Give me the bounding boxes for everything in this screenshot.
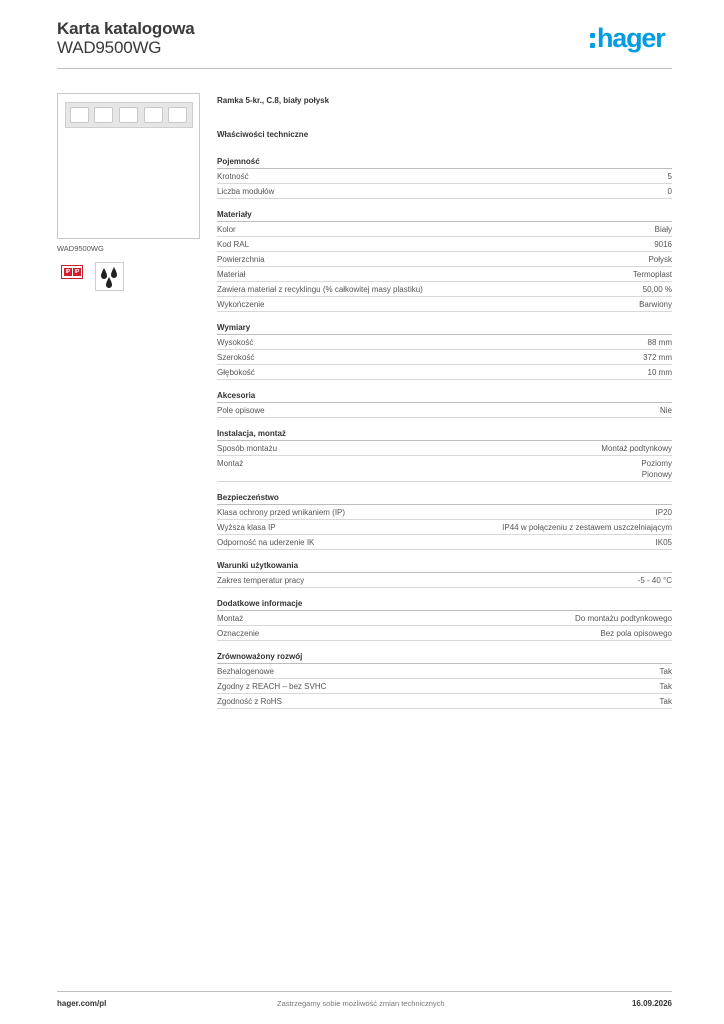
spec-value: Termoplast (632, 269, 672, 279)
frame-slot (70, 107, 89, 123)
spec-value: Nie (659, 405, 672, 415)
product-image-caption: WAD9500WG (57, 244, 104, 253)
logo-text: hager (597, 23, 665, 53)
frame-illustration (65, 102, 193, 128)
spec-value: -5 - 40 °C (637, 575, 672, 585)
spec-row (217, 222, 672, 237)
spec-row (217, 237, 672, 252)
spec-label: Montaż (217, 613, 244, 623)
spec-label: Szerokość (217, 352, 255, 362)
spec-label: Zakres temperatur pracy (217, 575, 305, 585)
spec-label: Kod RAL (217, 239, 250, 249)
spec-group (217, 209, 672, 312)
spec-label: Kolor (217, 224, 236, 234)
spec-value: Tak (659, 681, 672, 691)
spec-label: Powierzchnia (217, 254, 265, 264)
footer-website-link[interactable]: hager.com/pl (57, 999, 107, 1008)
spec-value: 10 mm (647, 367, 672, 377)
spec-label: Zgodny z REACH – bez SVHC (217, 681, 327, 691)
spec-group (217, 390, 672, 418)
spec-label: Głębokość (217, 367, 255, 377)
spec-label: Materiał (217, 269, 246, 279)
spec-value: Do montażu podtynkowego (575, 613, 672, 623)
spec-row (217, 267, 672, 282)
spec-label: Zawiera materiał z recyklingu (% całkowitej masy plastiku) (217, 284, 423, 294)
spec-label: Zgodność z RoHS (217, 696, 282, 706)
logo-colon-icon (590, 33, 596, 49)
spec-group-title: Dodatkowe informacje (217, 598, 672, 611)
section-title: Właściwości techniczne (217, 130, 309, 139)
frame-slot (144, 107, 163, 123)
product-image (57, 93, 200, 239)
frame-slot (119, 107, 138, 123)
spec-group (217, 428, 672, 482)
spec-table (217, 156, 672, 719)
hager-logo (590, 23, 674, 56)
spec-label: Wysokość (217, 337, 254, 347)
spec-value: Barwiony (639, 299, 672, 309)
spec-group-title: Warunki użytkowania (217, 560, 672, 573)
spec-row (217, 403, 672, 418)
frame-slot (168, 107, 187, 123)
spec-row (217, 520, 672, 535)
spec-label: Pole opisowe (217, 405, 265, 415)
spec-value: Montaż podtynkowy (601, 443, 672, 453)
spec-label: Montaż (217, 458, 244, 468)
spec-group-title: Bezpieczeństwo (217, 492, 672, 505)
product-code: WAD9500WG (57, 38, 162, 57)
spec-row (217, 535, 672, 550)
spec-group-title: Wymiary (217, 322, 672, 335)
spec-value: Tak (659, 666, 672, 676)
spec-value: 9016 (654, 239, 672, 249)
spec-group (217, 560, 672, 588)
spec-label: Oznaczenie (217, 628, 260, 638)
spec-group-title: Instalacja, montaż (217, 428, 672, 441)
spec-row (217, 456, 672, 482)
spec-value: Bez pola opisowego (600, 628, 672, 638)
product-name: Ramka 5-kr., C.8, biały połysk (217, 96, 330, 105)
spec-row (217, 169, 672, 184)
spec-group (217, 322, 672, 380)
spec-group-title: Zrównoważony rozwój (217, 651, 672, 664)
spec-group (217, 156, 672, 199)
spec-group (217, 492, 672, 550)
spec-value: Biały (654, 224, 672, 234)
header-divider (57, 68, 672, 69)
spec-row (217, 335, 672, 350)
spec-row (217, 679, 672, 694)
footer-disclaimer: Zastrzegamy sobie możliwość zmian technicznych (277, 999, 445, 1008)
frame-slot (94, 107, 113, 123)
spec-label: Wyższa klasa IP (217, 522, 276, 532)
water-drops-icon (95, 262, 124, 291)
spec-row (217, 573, 672, 588)
spec-row (217, 694, 672, 709)
spec-group-title: Pojemność (217, 156, 672, 169)
ip-rating-icon: IP IP (61, 265, 83, 279)
spec-value: IP20 (655, 507, 672, 517)
spec-row (217, 611, 672, 626)
spec-value: Poziomy Pionowy (641, 458, 672, 479)
spec-row (217, 365, 672, 380)
spec-label: Wykończenie (217, 299, 265, 309)
spec-value: 372 mm (643, 352, 672, 362)
spec-group (217, 598, 672, 641)
footer-divider (57, 991, 672, 992)
spec-row (217, 626, 672, 641)
spec-row (217, 282, 672, 297)
spec-row (217, 350, 672, 365)
spec-label: Odporność na uderzenie IK (217, 537, 315, 547)
spec-group-title: Akcesoria (217, 390, 672, 403)
spec-label: Bezhalogenowe (217, 666, 274, 676)
spec-value: IK05 (655, 537, 672, 547)
spec-value: Tak (659, 696, 672, 706)
spec-label: Klasa ochrony przed wnikaniem (IP) (217, 507, 346, 517)
spec-value: 50,00 % (642, 284, 672, 294)
spec-row (217, 252, 672, 267)
spec-row (217, 664, 672, 679)
spec-row (217, 505, 672, 520)
spec-label: Liczba modułów (217, 186, 275, 196)
spec-group (217, 651, 672, 709)
spec-label: Sposób montażu (217, 443, 278, 453)
spec-label: Krotność (217, 171, 249, 181)
spec-value: Połysk (648, 254, 672, 264)
page-title: Karta katalogowa (57, 19, 195, 38)
spec-value: 88 mm (647, 337, 672, 347)
spec-value: 0 (667, 186, 672, 196)
spec-row (217, 297, 672, 312)
footer-date: 16.09.2026 (631, 999, 672, 1008)
spec-row (217, 441, 672, 456)
spec-value: 5 (667, 171, 672, 181)
spec-value: IP44 w połączeniu z zestawem uszczelniającym (502, 522, 672, 532)
spec-group-title: Materiały (217, 209, 672, 222)
spec-row (217, 184, 672, 199)
